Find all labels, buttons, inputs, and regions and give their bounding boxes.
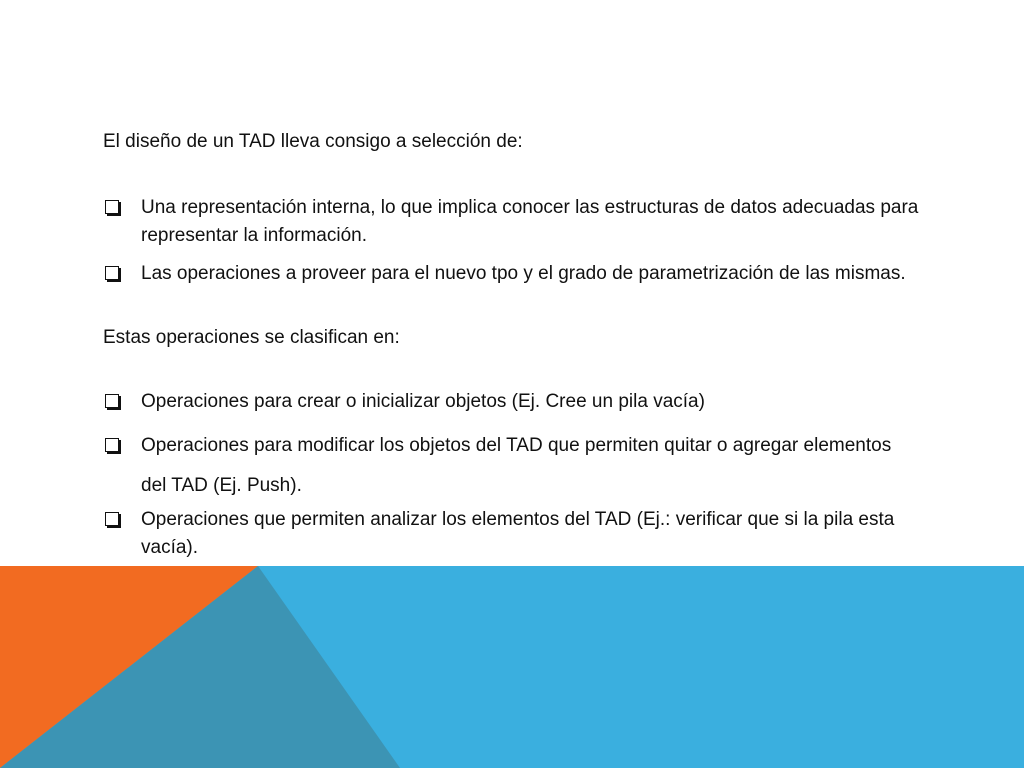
slide-content	[103, 128, 923, 572]
list-item	[103, 194, 921, 250]
list-item	[103, 426, 921, 506]
list-item	[103, 388, 921, 416]
list-item-text: Operaciones para modificar los objetos del TAD que permiten quitar o agregar elementos del TAD (Ej. Push).	[141, 435, 892, 496]
list-item	[103, 260, 921, 288]
list-item-text: Operaciones para crear o inicializar objetos (Ej. Cree un pila vacía)	[141, 391, 705, 412]
operations-bullet-list	[103, 388, 923, 562]
checkbox-bullet-icon	[105, 438, 119, 452]
design-bullet-list	[103, 194, 923, 288]
list-item-text: Las operaciones a proveer para el nuevo tpo y el grado de parametrización de las mismas.	[141, 263, 906, 284]
list-item-text: Operaciones que permiten analizar los elementos del TAD (Ej.: verificar que si la pila esta vacía).	[141, 509, 895, 558]
checkbox-bullet-icon	[105, 394, 119, 408]
list-item-text: Una representación interna, lo que implica conocer las estructuras de datos adecuadas para representar la información.	[141, 197, 919, 246]
checkbox-bullet-icon	[105, 512, 119, 526]
intro-text: El diseño de un TAD lleva consigo a selección de:	[103, 131, 523, 152]
section-heading: Estas operaciones se clasifican en:	[103, 327, 400, 348]
decorative-color-band	[0, 566, 1024, 768]
list-item	[103, 506, 921, 562]
checkbox-bullet-icon	[105, 200, 119, 214]
checkbox-bullet-icon	[105, 266, 119, 280]
color-band-shapes	[0, 566, 1024, 768]
